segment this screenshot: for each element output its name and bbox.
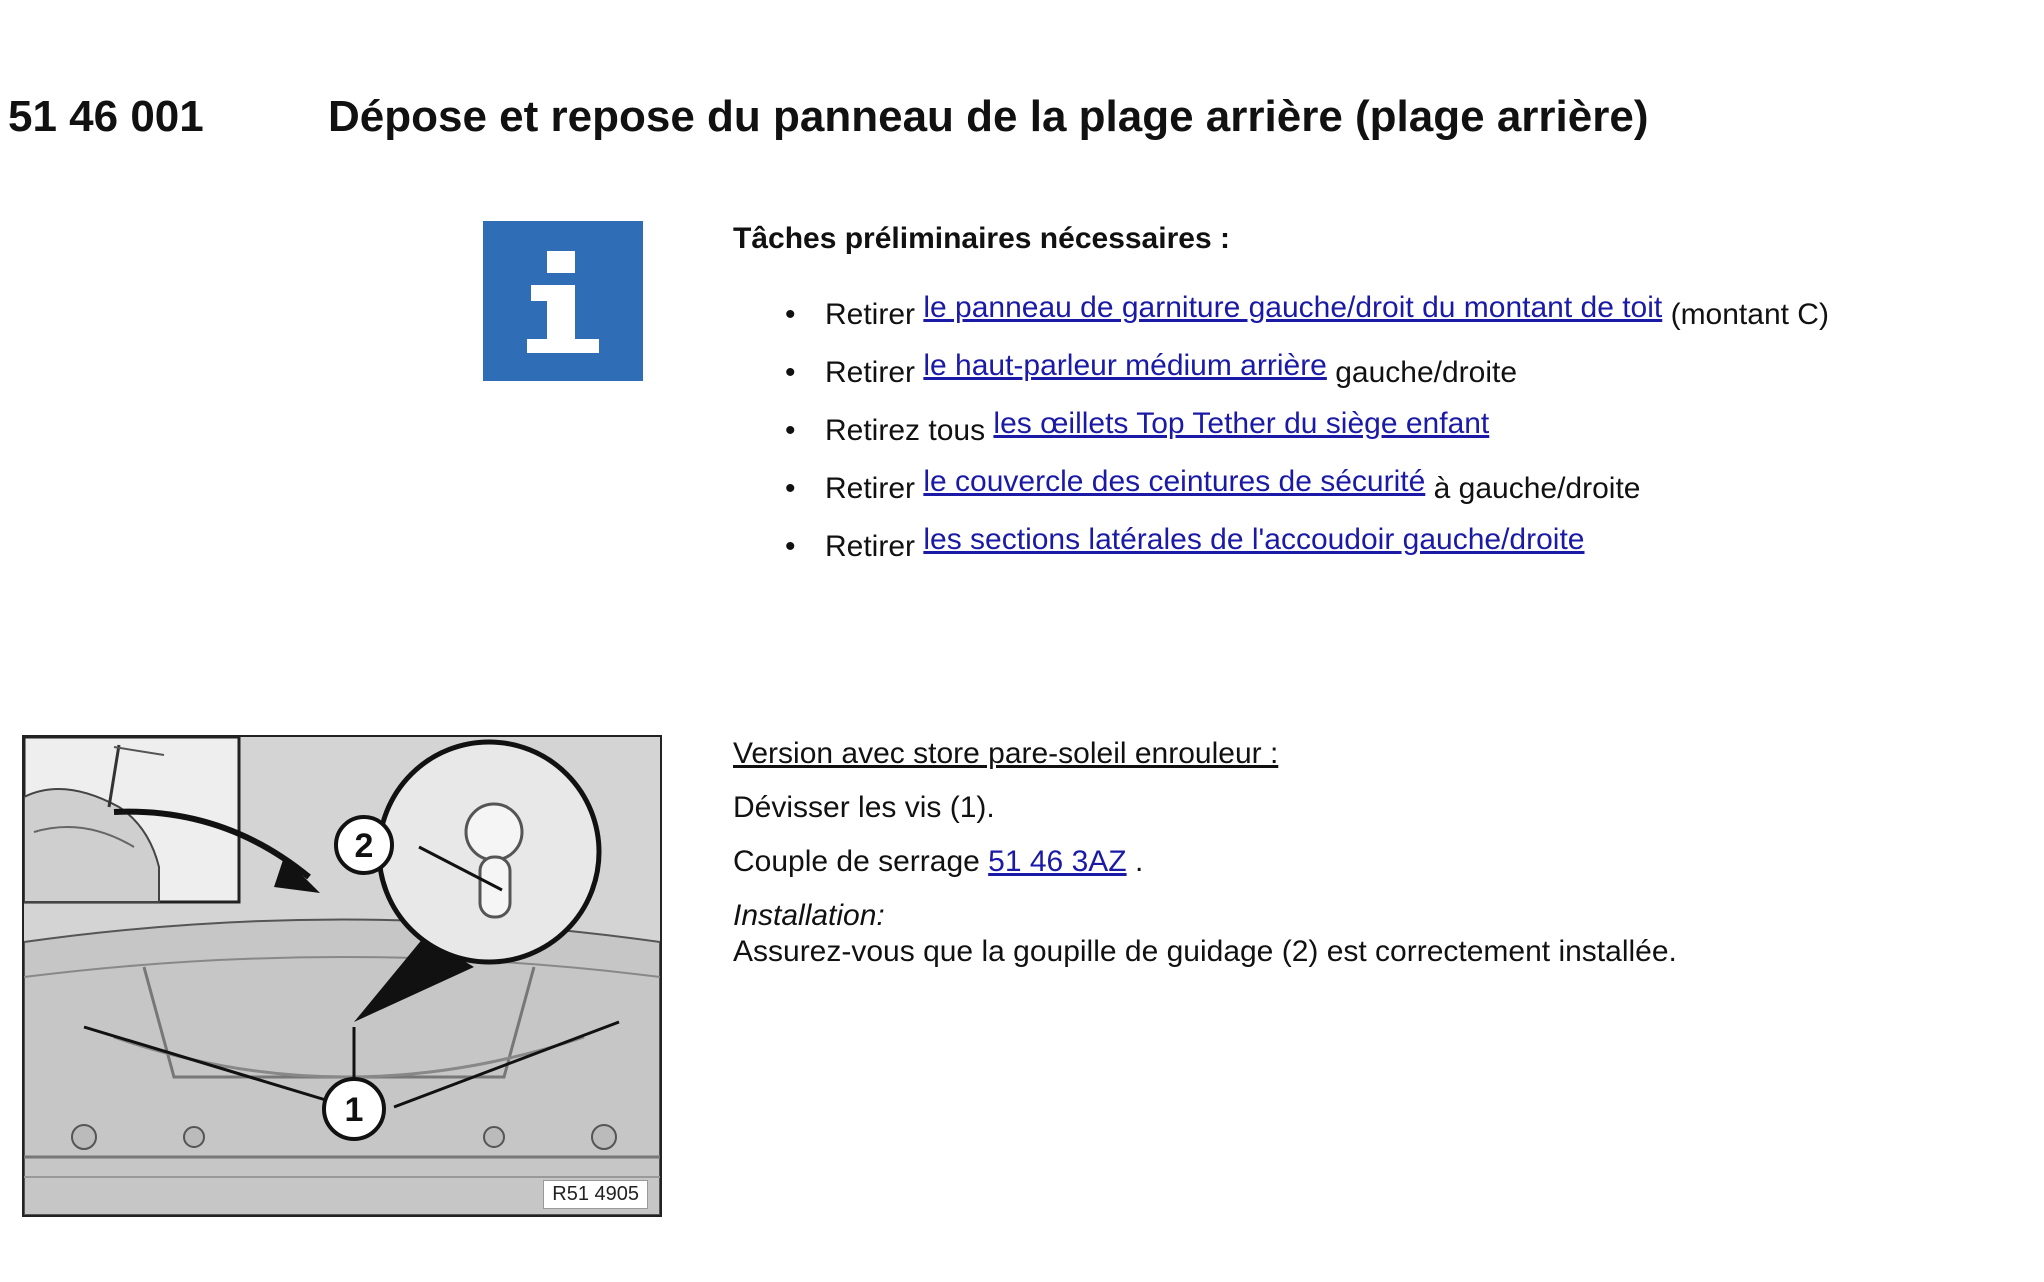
procedure-steps — [733, 736, 1677, 970]
task-prefix: Retirer — [825, 530, 916, 563]
installation-text: Assurez-vous que la goupille de guidage (2) est correctement installée. — [733, 935, 1677, 968]
task-list — [733, 286, 1829, 576]
info-icon — [483, 221, 643, 381]
torque-spec-link[interactable]: 51 46 3AZ — [988, 845, 1127, 878]
installation-label: Installation: — [733, 899, 885, 932]
unscrew-step: Dévisser les vis (1). — [733, 791, 995, 824]
preliminary-tasks — [733, 222, 1829, 576]
bullet: • — [785, 298, 796, 331]
task-link-rear-midrange-speaker[interactable]: le haut-parleur médium arrière — [923, 349, 1327, 382]
task-suffix: gauche/droite — [1335, 356, 1518, 389]
list-item — [785, 460, 1829, 518]
list-item — [785, 402, 1829, 460]
task-suffix: à gauche/droite — [1433, 472, 1641, 505]
figure-reference: R51 4905 — [543, 1180, 648, 1209]
bullet: • — [785, 530, 796, 563]
task-link-armrest-side-sections[interactable]: les sections latérales de l'accoudoir gauche/droite — [923, 523, 1585, 556]
task-link-top-tether-eyelets[interactable]: les œillets Top Tether du siège enfant — [993, 407, 1490, 440]
callout-1: 1 — [344, 1091, 364, 1129]
task-prefix: Retirer — [825, 356, 916, 389]
bullet: • — [785, 472, 796, 505]
list-item — [785, 286, 1829, 344]
bullet: • — [785, 414, 796, 447]
list-item — [785, 518, 1829, 576]
preliminary-tasks-title: Tâches préliminaires nécessaires : — [733, 222, 1230, 255]
section-number: 51 46 001 — [8, 92, 204, 141]
torque-step — [733, 844, 1677, 880]
task-prefix: Retirer — [825, 298, 916, 331]
task-link-seat-belt-cover[interactable]: le couvercle des ceintures de sécurité — [923, 465, 1426, 498]
task-link-roof-pillar-trim[interactable]: le panneau de garniture gauche/droit du montant de toit — [923, 291, 1663, 324]
list-item — [785, 344, 1829, 402]
version-heading: Version avec store pare-soleil enrouleur : — [733, 737, 1279, 770]
task-prefix: Retirez tous — [825, 414, 986, 447]
torque-suffix: . — [1134, 845, 1144, 878]
task-prefix: Retirer — [825, 472, 916, 505]
parcel-shelf-illustration — [22, 735, 662, 1217]
callout-2: 2 — [354, 827, 374, 865]
torque-prefix: Couple de serrage — [733, 845, 980, 878]
page-title: Dépose et repose du panneau de la plage arrière (plage arrière) — [328, 92, 1649, 141]
bullet: • — [785, 356, 796, 389]
task-suffix: (montant C) — [1670, 298, 1829, 331]
